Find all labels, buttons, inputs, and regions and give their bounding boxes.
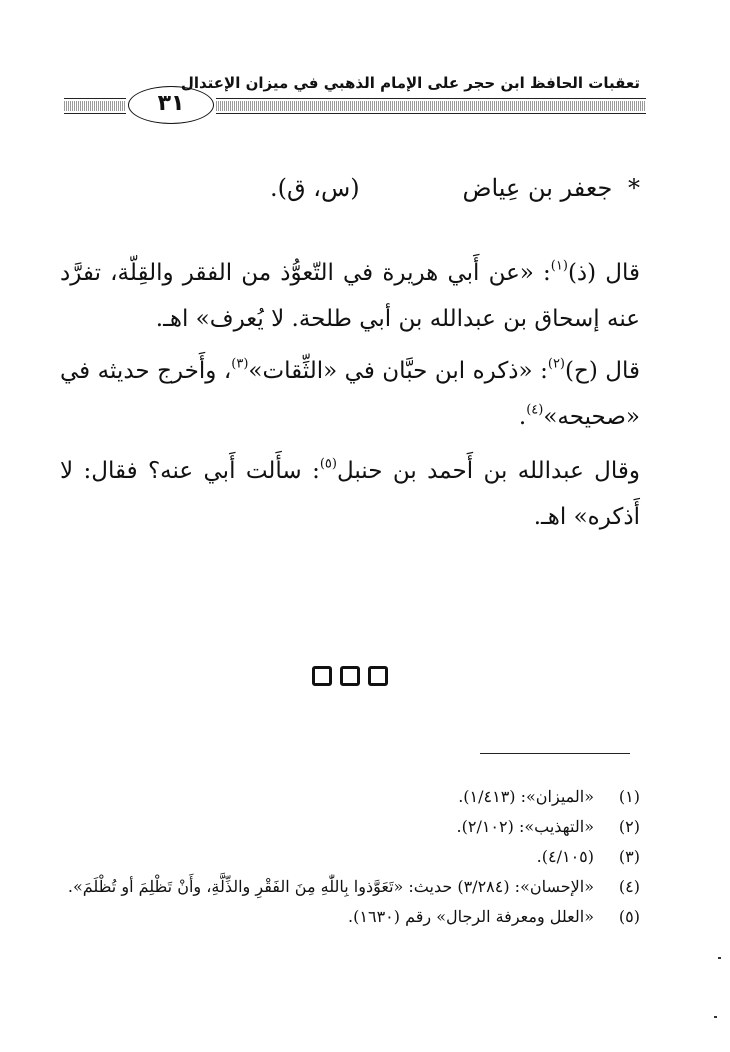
header-rule (64, 98, 126, 99)
footnote-number: (٤) (618, 877, 640, 896)
footnote-text: (٤/١٠٥). (536, 847, 594, 866)
section-separator (312, 666, 388, 686)
footnote-item (60, 872, 640, 902)
footnote-item (60, 902, 640, 932)
paragraph-text: : «ذكره ابن حبَّان في «الثِّقات» (248, 358, 548, 384)
footnote-number: (١) (618, 787, 640, 806)
paragraph-abdullah-ahmad (60, 448, 640, 540)
footnote-ref[interactable]: (٣) (231, 356, 249, 372)
footnote-item (60, 842, 640, 872)
footnote-ref[interactable]: (١) (550, 258, 568, 274)
header-dotted-band (216, 101, 646, 111)
paragraph-ibn-hajar (60, 348, 640, 440)
footnote-number: (٥) (618, 907, 640, 926)
footnote-text: «العلل ومعرفة الرجال» رقم (١٦٣٠). (348, 907, 594, 926)
header-rule (216, 113, 646, 114)
separator-box-icon (368, 666, 388, 686)
footnote-text: «التهذيب»: (٢/١٠٢). (456, 817, 594, 836)
entry-name: جعفر بن عِياض (462, 174, 613, 202)
scan-speck (718, 957, 721, 959)
footnote-number: (٢) (618, 817, 640, 836)
footnotes (60, 782, 640, 932)
paragraph-text: : «عن أَبي هريرة في التّعوُّذ من الفقر والقِلّة، تفرَّد عنه إسحاق بن عبدالله بن أبي طلحة. لا يُعرف» اهـ. (60, 260, 640, 332)
footnote-ref[interactable]: (٢) (547, 356, 565, 372)
paragraph-text: قال (ذ) (567, 260, 640, 286)
paragraph-text: وقال عبدالله بن أَحمد بن حنبل (336, 458, 640, 484)
footnote-text: «الميزان»: (١/٤١٣). (458, 787, 594, 806)
footnote-rule (480, 753, 630, 754)
footnote-item (60, 812, 640, 842)
entry-sources: (س، ق). (270, 174, 360, 202)
entry-heading (80, 168, 640, 208)
paragraph-text: . (518, 404, 527, 430)
separator-box-icon (312, 666, 332, 686)
header-rule (64, 113, 126, 114)
footnote-ref[interactable]: (٤) (526, 402, 544, 418)
paragraph-dhahabi (60, 250, 640, 342)
running-title: تعقبات الحافظ ابن حجر على الإمام الذهبي في ميزان الإعتدال (180, 74, 640, 92)
header-rule (216, 98, 646, 99)
footnote-ref[interactable]: (٥) (319, 456, 337, 472)
footnote-text: «الإحسان»: (٣/٢٨٤) حديث: «تَعَوَّذوا بِاللّٰهِ مِنَ الفَقْرِ والذِّلَّةِ، وأَنْ تَظْلِمَ أو تُظْلَمَ». (67, 877, 594, 896)
footnote-number: (٣) (618, 847, 640, 866)
page-number: ٣١ (128, 86, 214, 124)
scan-speck (714, 1016, 717, 1018)
paragraph-text: : سأَلت أَبي عنه؟ فقال: لا أَذكره» اهـ. (60, 458, 640, 530)
entry-marker: * (628, 174, 640, 202)
separator-box-icon (340, 666, 360, 686)
paragraph-text: قال (ح) (565, 358, 640, 384)
header-dotted-band (64, 101, 126, 111)
paragraph-text: ، وأَخرج حديثه في «صحيحه» (60, 358, 640, 430)
footnote-item (60, 782, 640, 812)
